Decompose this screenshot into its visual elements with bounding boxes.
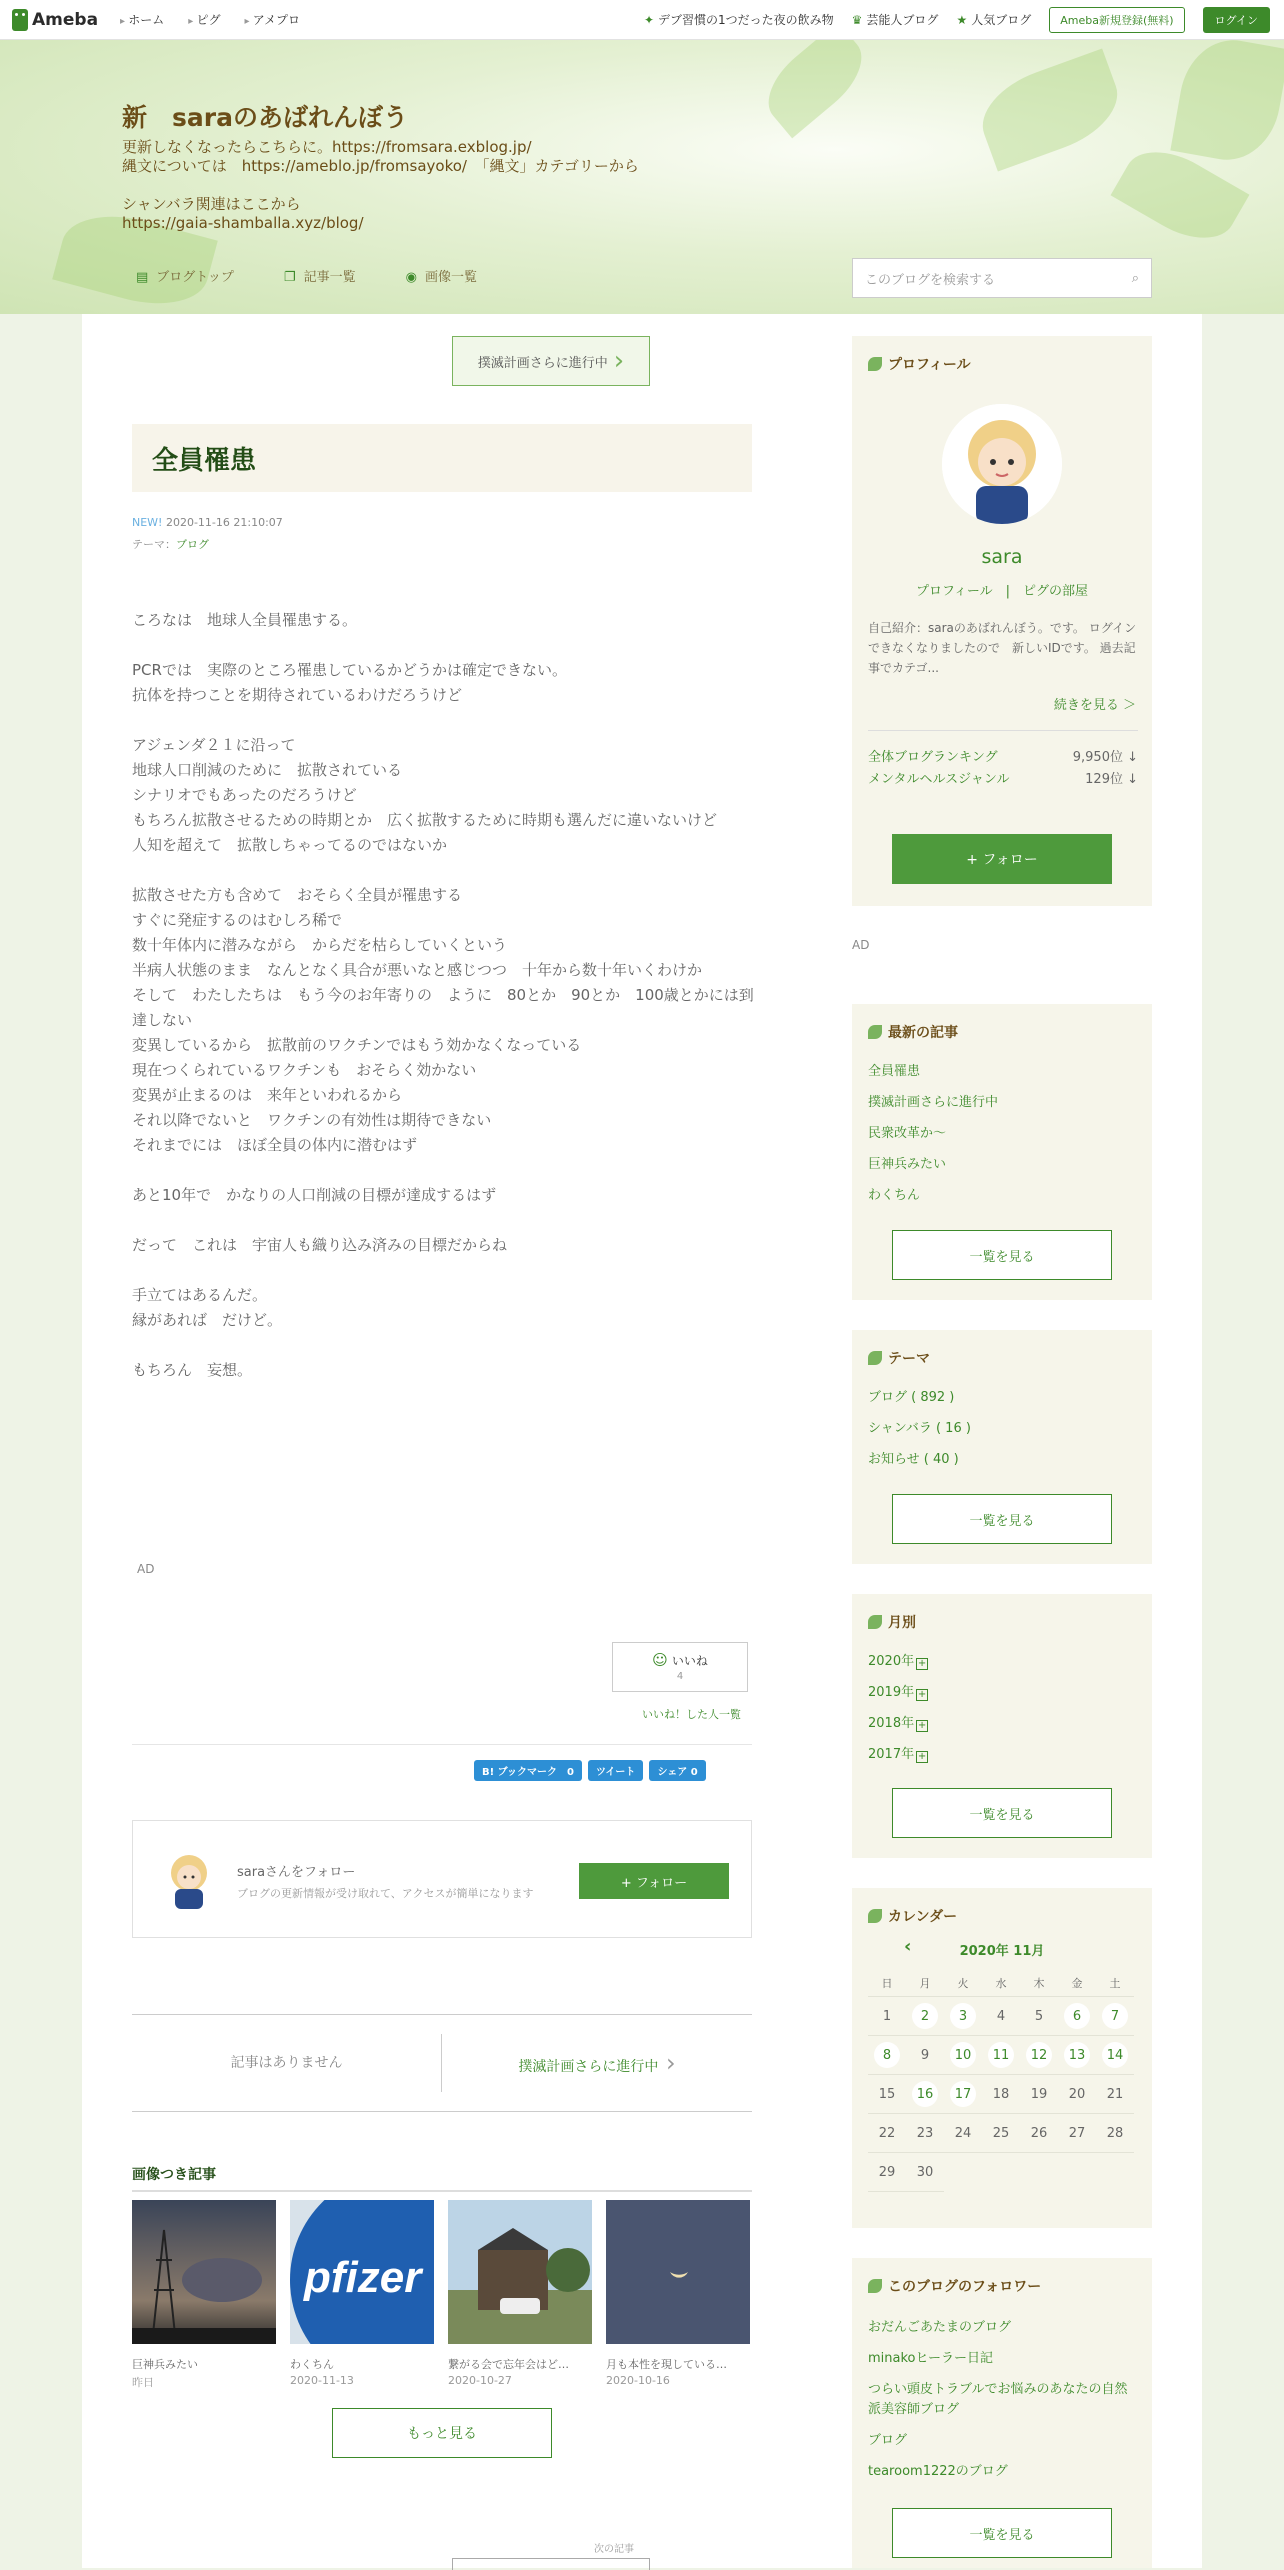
blog-search-input[interactable]: このブログを検索する ⌕ — [852, 258, 1152, 298]
list-icon: ❐ — [283, 270, 296, 285]
top-link-popular[interactable]: ★ 人気ブログ — [956, 13, 1032, 27]
top-nav-pigg[interactable]: ▸ ピグ — [188, 11, 220, 28]
theme-item[interactable]: ブログ ( 892 ) — [868, 1390, 955, 1405]
recent-entry[interactable]: わくちん — [868, 1188, 921, 1203]
calendar-day — [1058, 2075, 1096, 2114]
profile-widget — [852, 336, 1152, 906]
article-paragraph — [132, 633, 757, 658]
calendar-day-number: 28 — [1106, 2125, 1124, 2141]
article-paragraph: 縁があれば だけど。 — [132, 1311, 283, 1329]
ranking: 全体ブログランキング 9,950位 ↓ メンタルヘルスジャンル 129位 ↓ — [868, 730, 1138, 791]
follower-item[interactable]: つらい頭皮トラブルでお悩みのあなたの自然派美容師ブログ — [868, 2382, 1128, 2417]
profile-avatar[interactable] — [942, 404, 1062, 524]
calendar-weekday: 月 — [906, 1969, 944, 1997]
calendar-day[interactable] — [944, 2075, 982, 2114]
article-paragraph: 変異しているから 拡散前のワクチンではもう効かなくなっている — [132, 1036, 582, 1054]
image-entry[interactable]: 繋がる会で忘年会はど… 2020-10-27 — [448, 2200, 592, 2390]
expand-icon[interactable]: + — [917, 1751, 927, 1762]
article-paragraph: シナリオでもあったのだろうけど — [132, 786, 357, 804]
calendar-weekday: 土 — [1096, 1969, 1134, 1997]
article-paragraph: 数十年体内に潜みながら からだを枯らしていくという — [132, 936, 508, 954]
crown-icon: ♛ — [851, 13, 863, 27]
calendar-day-number: 12 — [1026, 2042, 1052, 2068]
calendar-month: 2020年 11月 — [959, 1944, 1045, 1959]
expand-icon[interactable]: + — [917, 1658, 927, 1669]
top-nav — [120, 11, 300, 28]
ad-label: AD — [137, 1562, 155, 1576]
theme-item[interactable]: シャンバラ ( 16 ) — [868, 1421, 971, 1436]
profile-heading: プロフィール — [852, 336, 1152, 374]
next-entry-link[interactable]: 撲滅計画さらに進行中 › — [442, 2049, 752, 2077]
month-item[interactable]: 2018年 + — [868, 1716, 927, 1731]
article-paragraph: それ以降でないと ワクチンの有効性は期待できない — [132, 1111, 492, 1129]
calendar-blank — [1058, 2153, 1096, 2192]
recent-entry[interactable]: 巨神兵みたい — [868, 1157, 947, 1172]
calendar-day-number: 16 — [912, 2081, 938, 2107]
calendar-day — [868, 1997, 906, 2036]
divider — [132, 1744, 752, 1745]
hatena-bookmark-button[interactable]: B! ブックマーク 0 — [474, 1760, 582, 1781]
calendar-day[interactable] — [1096, 1997, 1134, 2036]
calendar-day — [1020, 2114, 1058, 2153]
calendar-day[interactable] — [944, 1997, 982, 2036]
article-paragraph: すぐに発症するのはむしろ稀で — [132, 911, 343, 929]
calendar-day-number: 10 — [950, 2042, 976, 2068]
calendar-day-number: 21 — [1106, 2086, 1124, 2102]
sparkle-icon: ✦ — [643, 13, 655, 27]
calendar-day-number: 5 — [1034, 2008, 1044, 2024]
image-entry[interactable]: 巨神兵みたい 昨日 — [132, 2200, 276, 2390]
article-datetime: 2020-11-16 21:10:07 — [165, 516, 283, 529]
calendar-weekday: 金 — [1058, 1969, 1096, 1997]
calendar-day[interactable] — [944, 2036, 982, 2075]
calendar-day-number: 26 — [1030, 2125, 1048, 2141]
entry-thumbnail — [132, 2200, 276, 2344]
recent-list-button[interactable]: 一覧を見る — [892, 1230, 1112, 1280]
entry-thumbnail — [448, 2200, 592, 2344]
calendar-day-number: 2 — [912, 2003, 938, 2029]
calendar-day[interactable] — [1096, 2036, 1134, 2075]
smile-icon: ☺ — [652, 1651, 668, 1669]
image-entries — [132, 2164, 752, 2390]
entry-thumbnail — [606, 2200, 750, 2344]
article-paragraph: 地球人口削減のために 拡散されている — [132, 761, 403, 779]
tweet-button[interactable]: ツイート — [588, 1760, 644, 1781]
article-paragraph — [132, 1258, 757, 1283]
calendar-day — [868, 2114, 906, 2153]
calendar-day-number: 23 — [916, 2125, 934, 2141]
month-item[interactable]: 2017年 + — [868, 1747, 927, 1762]
calendar-day-number: 8 — [874, 2042, 900, 2068]
calendar-day[interactable] — [1020, 2036, 1058, 2075]
calendar-weekday: 日 — [868, 1969, 906, 1997]
calendar-day-number: 24 — [954, 2125, 972, 2141]
content-area — [82, 314, 1202, 2568]
calendar-day-number: 9 — [920, 2047, 930, 2063]
calendar-day-number: 20 — [1068, 2086, 1086, 2102]
facebook-share-button[interactable]: シェア 0 — [649, 1760, 705, 1781]
calendar-day-number: 7 — [1102, 2003, 1128, 2029]
camera-icon: ◉ — [405, 270, 417, 285]
ameba-logo-icon — [12, 9, 28, 31]
calendar-day — [944, 2114, 982, 2153]
profile-follow-button[interactable]: + フォロー — [892, 834, 1112, 884]
theme-item[interactable]: お知らせ ( 40 ) — [868, 1452, 959, 1467]
blog-nav-top[interactable]: ▤ ブログトップ — [136, 270, 234, 285]
article-theme-link[interactable]: ブログ — [176, 538, 209, 551]
calendar-day — [868, 2075, 906, 2114]
calendar-day — [906, 2114, 944, 2153]
prev-entry: 記事はありません — [132, 2034, 442, 2092]
follow-box — [132, 1820, 752, 1938]
top-nav-amepro[interactable]: ▸ アメプロ — [244, 11, 299, 28]
calendar-day-number: 11 — [988, 2042, 1014, 2068]
calendar-weekday: 火 — [944, 1969, 982, 1997]
image-entry[interactable]: pfizer わくちん 2020-11-13 — [290, 2200, 434, 2390]
article-meta: NEW! 2020-11-16 21:10:07 テーマ：ブログ — [132, 516, 283, 551]
calendar-day — [1020, 2075, 1058, 2114]
more-images-button[interactable]: もっと見る — [332, 2408, 552, 2458]
month-item[interactable]: 2020年 + — [868, 1654, 927, 1669]
article-paragraph: 変異が止まるのは 来年といわれるから — [132, 1086, 403, 1104]
like-count: 4 — [676, 1671, 684, 1682]
article-paragraph: 拡散させた方も含めて おそらく全員が罹患する — [132, 886, 463, 904]
blog-header — [0, 40, 1284, 314]
calendar-grid — [868, 1969, 1136, 2192]
calendar-day-number: 29 — [878, 2164, 896, 2180]
article-paragraph: アジェンダ２１に沿って — [132, 736, 296, 754]
calendar-day — [1096, 2114, 1134, 2153]
article-paragraph: それまでには ほぼ全員の体内に潜むはず — [132, 1136, 418, 1154]
calendar-day — [868, 2153, 906, 2192]
top-link-trend[interactable]: ✦ デブ習慣の1つだった夜の飲み物 — [643, 13, 834, 27]
next-entry-box[interactable] — [452, 2558, 650, 2570]
like-button[interactable]: ☺ いいね 4 — [612, 1642, 748, 1692]
calendar-day-number: 4 — [996, 2008, 1006, 2024]
follower-item[interactable]: ブログ — [868, 2433, 908, 2448]
calendar-blank — [944, 2153, 982, 2192]
article-paragraph: PCRでは 実際のところ罹患しているかどうかは確定できない。 — [132, 661, 567, 679]
theme-widget: テーマ ブログ ( 892 ) シャンバラ ( 16 ) お知らせ ( 40 ) 一覧を見る — [852, 1330, 1152, 1564]
article-paragraph: 半病人状態のまま なんとなく具合が悪いなと感じつつ 十年から数十年いくわけか — [132, 961, 703, 979]
document-icon: ▤ — [136, 270, 149, 285]
avatar — [159, 1847, 219, 1913]
next-entry-top-button[interactable]: 撲滅計画さらに進行中 › — [452, 336, 650, 386]
calendar-day[interactable] — [982, 2036, 1020, 2075]
calendar-day-number: 27 — [1068, 2125, 1086, 2141]
top-nav-home[interactable]: ▸ ホーム — [120, 11, 164, 28]
ameba-logo[interactable]: Ameba — [12, 9, 98, 31]
blog-nav-images[interactable]: ◉ 画像一覧 — [405, 270, 477, 285]
calendar-day — [906, 2036, 944, 2075]
article-paragraph — [132, 858, 757, 883]
blog-nav-entries[interactable]: ❐ 記事一覧 — [283, 270, 356, 285]
follower-item[interactable]: minakoヒーラー日記 — [868, 2351, 993, 2366]
calendar-day — [1020, 1997, 1058, 2036]
image-entry[interactable]: 月も本性を現している… 2020-10-16 — [606, 2200, 750, 2390]
like-users-link[interactable]: いいね！した人一覧 — [642, 1708, 741, 1721]
sidebar-ad-label: AD — [852, 938, 870, 952]
top-link-celebrity[interactable]: ♛ 芸能人ブログ — [851, 13, 939, 27]
calendar-day-number: 1 — [882, 2008, 892, 2024]
entry-thumbnail — [290, 2200, 434, 2344]
follower-item[interactable]: tearoom1222のブログ — [868, 2464, 1008, 2479]
calendar-day[interactable] — [906, 2075, 944, 2114]
calendar-day-number: 6 — [1064, 2003, 1090, 2029]
recent-entry[interactable]: 民衆改革か～ — [868, 1126, 947, 1141]
calendar-day — [1096, 2075, 1134, 2114]
calendar-day-number: 13 — [1064, 2042, 1090, 2068]
article-paragraph — [132, 1158, 757, 1183]
article-paragraph: 抗体を持つことを期待されているわけだろうけど — [132, 686, 463, 704]
calendar-day[interactable] — [868, 2036, 906, 2075]
article-paragraph: そして わたしたちは もう今のお年寄りの ように 80とか 90とか 100歳とかには到達しない — [132, 986, 754, 1029]
register-button[interactable]: Ameba新規登録(無料) — [1049, 7, 1184, 33]
calendar-weekday: 水 — [982, 1969, 1020, 1997]
entry-pager — [132, 2014, 752, 2112]
calendar-blank — [982, 2153, 1020, 2192]
article-paragraph — [132, 708, 757, 733]
calendar-day — [1058, 2114, 1096, 2153]
share-buttons — [474, 1760, 706, 1781]
profile-name[interactable]: sara — [981, 546, 1023, 568]
monthly-widget: 月別 2020年 + 2019年 + 2018年 + 2017年 + 一覧を見る — [852, 1594, 1152, 1858]
article-paragraph: だって これは 宇宙人も織り込み済みの目標だからね — [132, 1236, 508, 1254]
next-entry-label: 次の記事 — [594, 2544, 634, 2555]
follow-description: ブログの更新情報が受け取れて、アクセスが簡単になります — [237, 1887, 534, 1900]
recent-entries-widget: 最新の記事 全員罹患 撲滅計画さらに進行中 民衆改革か～ 巨神兵みたい わくちん 一覧を見る — [852, 1004, 1152, 1300]
calendar-day-number: 3 — [950, 2003, 976, 2029]
theme-list-button[interactable]: 一覧を見る — [892, 1494, 1112, 1544]
article-paragraph: ころなは 地球人全員罹患する。 — [132, 611, 358, 629]
article-paragraph: もちろん拡散させるための時期とか 広く拡散するために時期も選んだに違いないけど — [132, 811, 718, 829]
calendar-day[interactable] — [1058, 2036, 1096, 2075]
calendar-day-number: 15 — [878, 2086, 896, 2102]
calendar-prev-icon[interactable]: ‹ — [904, 1936, 912, 1957]
follower-item[interactable]: おだんごあたまのブログ — [868, 2320, 1012, 2335]
calendar-day-number: 14 — [1102, 2042, 1128, 2068]
calendar-day-number: 17 — [950, 2081, 976, 2107]
star-icon: ★ — [956, 13, 968, 27]
calendar-day[interactable] — [906, 1997, 944, 2036]
article-paragraph: 人知を超えて 拡散しちゃってるのではないか — [132, 836, 448, 854]
article-paragraph: 現在つくられているワクチンも おそらく効かない — [132, 1061, 477, 1079]
top-bar — [0, 0, 1284, 40]
calendar-weekday: 木 — [1020, 1969, 1058, 1997]
article-paragraph — [132, 1333, 757, 1358]
calendar-day-number: 19 — [1030, 2086, 1048, 2102]
profile-description: 自己紹介：saraのあばれんぼう。です。 ログインできなくなりましたので 新しいIDです。 過去記事でカテゴ... — [868, 621, 1137, 675]
calendar-day-number: 22 — [878, 2125, 896, 2141]
month-item[interactable]: 2019年 + — [868, 1685, 927, 1700]
blog-title[interactable]: 新 saraのあばれんぼう — [122, 103, 408, 132]
calendar-day-number: 30 — [916, 2164, 934, 2180]
svg-text:pfizer: pfizer — [304, 2253, 422, 2302]
article-paragraph — [132, 1208, 757, 1233]
calendar-blank — [1020, 2153, 1058, 2192]
calendar-day-number: 18 — [992, 2086, 1010, 2102]
expand-icon[interactable]: + — [917, 1720, 927, 1731]
article-paragraph: 手立てはあるんだ。 — [132, 1286, 268, 1304]
calendar-blank — [1096, 2153, 1134, 2192]
profile-more-link[interactable]: 続きを見る ＞ — [1053, 698, 1136, 713]
expand-icon[interactable]: + — [917, 1689, 927, 1700]
profile-links[interactable]: プロフィール | ピグの部屋 — [915, 584, 1089, 599]
new-badge: NEW! — [132, 516, 163, 529]
monthly-list-button[interactable]: 一覧を見る — [892, 1788, 1112, 1838]
calendar-day — [982, 2114, 1020, 2153]
calendar-day — [906, 2153, 944, 2192]
image-entries-heading: 画像つき記事 — [132, 2164, 752, 2192]
calendar-day — [982, 1997, 1020, 2036]
calendar-day-number: 25 — [992, 2125, 1010, 2141]
login-button[interactable]: ログイン — [1203, 7, 1270, 33]
article-body — [132, 608, 757, 1383]
calendar-widget: カレンダー ‹ 2020年 11月 日 月 火 水 木 金 土 1 2 3 4 5 6 7 8 9 10 11 12 13 14 15 16 17 18 19 20 21 22 23 24 25 26 27 28 29 30 — [852, 1888, 1152, 2228]
article-paragraph: あと10年で かなりの人口削減の目標が達成するはず — [132, 1186, 497, 1204]
calendar-day — [982, 2075, 1020, 2114]
calendar-day[interactable] — [1058, 1997, 1096, 2036]
follow-button[interactable]: + フォロー — [579, 1863, 729, 1899]
blog-nav — [136, 266, 477, 285]
article-title[interactable]: 全員罹患 — [132, 424, 752, 492]
follow-name: saraさんをフォロー — [237, 1865, 356, 1880]
recent-entry[interactable]: 全員罹患 — [868, 1064, 921, 1079]
blog-description: 更新しなくなったらこちらに。https://fromsara.exblog.jp/ 縄文については https://ameblo.jp/fromsayoko/ 「縄文」カテゴリーから シャンバラ関連はここから https://gaia-shamballa.xyz/blog/ — [122, 138, 639, 232]
followers-list-button[interactable]: 一覧を見る — [892, 2508, 1112, 2558]
search-icon[interactable]: ⌕ — [1131, 270, 1139, 286]
followers-widget: このブログのフォロワー おだんごあたまのブログ minakoヒーラー日記 つらい頭皮トラブルでお悩みのあなたの自然派美容師ブログ ブログ tearoom1222のブログ 一覧を見る — [852, 2258, 1152, 2568]
recent-entry[interactable]: 撲滅計画さらに進行中 — [868, 1095, 999, 1110]
article-paragraph: もちろん 妄想。 — [132, 1361, 253, 1379]
